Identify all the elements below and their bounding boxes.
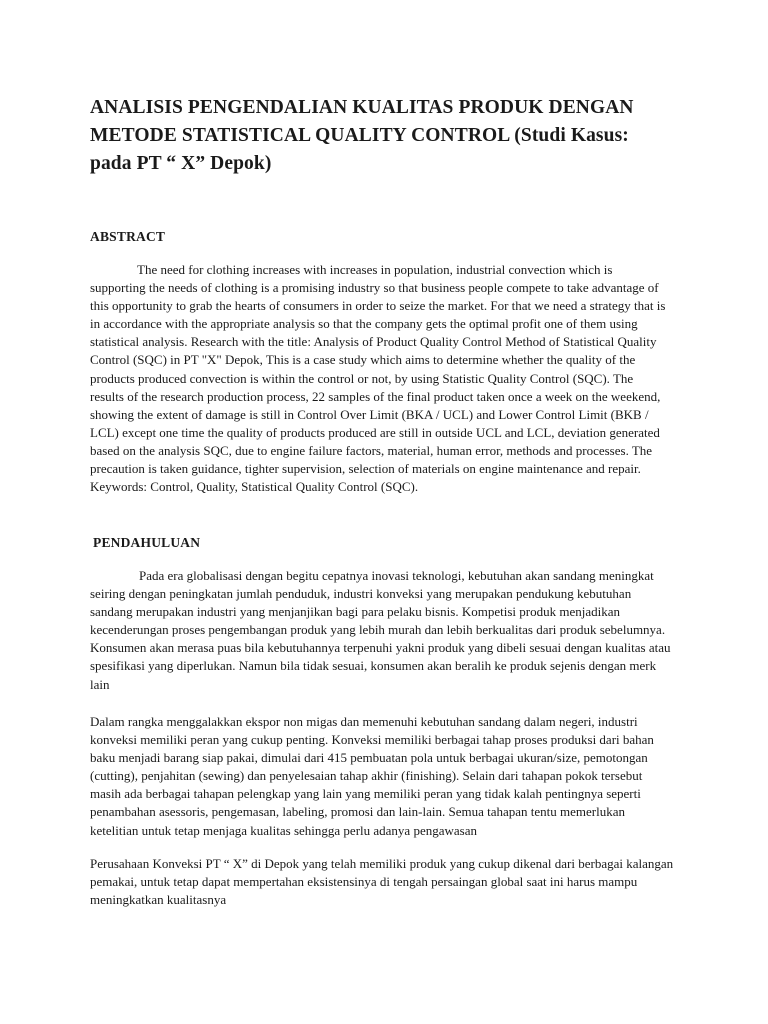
pendahuluan-paragraph-1: Pada era globalisasi dengan begitu cepatnya inovasi teknologi, kebutuhan akan sandang meningkat seiring dengan peningkatan jumlah penduduk, industri konveksi yang merupakan pendukung kebutuhan sandang merupakan industri yang menjanjikan bagi para pelaku bisnis. Kompetisi produk menjadikan kecenderungan proses pengembangan produk yang lebih murah dan lebih berkualitas dari produk sebelumnya. Konsumen akan merasa puas bila kebutuhannya terpenuhi yakni produk yang dibeli sesuai dengan kualitas atau spesifikasi yang diperlukan. Namun bila tidak sesuai, konsumen akan beralih ke produk sejenis dengan merk lain (90, 568, 671, 692)
pendahuluan-paragraph-3: Perusahaan Konveksi PT “ X” di Depok yang telah memiliki produk yang cukup dikenal dari berbagai kalangan pemakai, untuk tetap dapat mempertahan eksistensinya di tengah persaingan global saat ini harus mampu meningkatkan kualitasnya (90, 856, 674, 908)
pendahuluan-heading: PENDAHULUAN (93, 535, 201, 550)
paper-title: ANALISIS PENGENDALIAN KUALITAS PRODUK DENGAN METODE STATISTICAL QUALITY CONTROL (Studi Kasus: pada PT “ X” Depok) (90, 97, 634, 174)
abstract-heading: ABSTRACT (90, 229, 166, 244)
abstract-text: The need for clothing increases with increases in population, industrial convection which is supporting the needs of clothing is a promising industry so that business people compete to take advantage of this opportunity to grab the hearts of consumers in order to seize the market. For that we need a strategy that is in accordance with the appropriate analysis so that the company gets the optimal profit one of them using statistical analysis. Research with the title: Analysis of Product Quality Control Method of Statistical Quality Control (SQC) in PT "X" Depok, This is a case study which aims to determine whether the quality of the products produced convection is within the control or not, by using Statistic Quality Control (SQC). The results of the research production process, 22 samples of the final product taken once a week on the weekend, showing the extent of damage is still in Control Over Limit (BKA / UCL) and Lower Control Limit (BKB / LCL) except one time the quality of products produced are still in outside UCL and LCL, deviation generated based on the analysis SQC, due to engine failure factors, material, human error, methods and processes. The precaution is taken guidance, tighter supervision, selection of materials on engine maintenance and repair. Keywords: Control, Quality, Statistical Quality Control (SQC). (90, 262, 666, 495)
pendahuluan-paragraph-2: Dalam rangka menggalakkan ekspor non migas dan memenuhi kebutuhan sandang dalam negeri, industri konveksi memiliki peran yang cukup penting. Konveksi memiliki berbagai tahap proses produksi dari bahan baku menjadi barang siap pakai, dimulai dari 415 pembuatan pola untuk berbagai ukuran/size, pemotongan (cutting), penjahitan (sewing) dan penyelesaian tahap akhir (finishing). Selain dari tahapan pokok tersebut masih ada berbagai tahapan pelengkap yang lain yang memiliki peran yang tidak kalah pentingnya seperti penambahan asessoris, pengemasan, labeling, promosi dan lain-lain. Semua tahapan tentu memerlukan ketelitian untuk tetap menjaga kualitas sehingga perlu adanya pengawasan (90, 714, 654, 838)
